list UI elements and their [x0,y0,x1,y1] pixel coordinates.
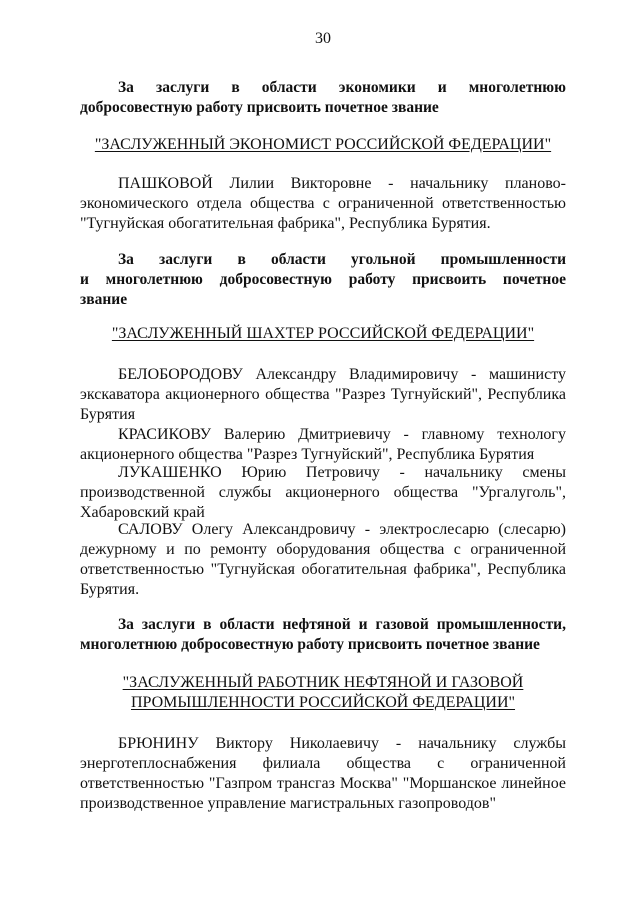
decree-line: За заслуги в области экономики и многолетнюю [118,79,566,96]
decree-line: звание [80,291,128,308]
page-number: 30 [315,30,331,47]
awardee-paragraph [80,425,566,465]
awardee-line: экскаватора акционерного общества "Разрез Тугнуйский", Республика [80,386,566,403]
decree-line: многолетнюю добросовестную работу присвоить почетное звание [80,636,540,653]
awardee-line: ответственностью "Газпром трансгаз Москва" "Моршанское линейное [80,775,566,792]
decree-line: добросовестную работу присвоить почетное звание [80,99,439,116]
awardee-line: экономического отдела общества с ограниченной ответственностью [80,195,566,212]
awardee-line: БЕЛОБОРОДОВУ Александру Владимировичу - машинисту [118,366,566,383]
awardee-paragraph [80,463,566,523]
awardee-line: Бурятия [80,406,136,423]
award-title-miner [80,324,566,344]
award-title-line: ПРОМЫШЛЕННОСТИ РОССИЙСКОЙ ФЕДЕРАЦИИ" [130,694,516,711]
awardee-line: производственной службы акционерного общества "Ургалуголь", [80,484,566,501]
award-title-economist [80,135,566,155]
awardee-line: САЛОВУ Олегу Александровичу - электрослесарю (слесарю) [118,521,566,538]
awardee-line: дежурному и по ремонту оборудования общества с ограниченной [80,541,566,558]
decree-oil-gas [80,615,566,655]
awardee-paragraph [80,365,566,425]
awardee-line: "Тугнуйская обогатительная фабрика", Республика Бурятия. [80,215,491,232]
awardee-paragraph [80,734,566,814]
decree-line: За заслуги в области нефтяной и газовой промышленности, [118,616,566,633]
awardee-line: энерготеплоснабжения филиала общества с ограниченной [80,755,566,772]
decree-economics [80,78,566,118]
decree-line: и многолетнюю добросовестную работу присвоить почетное [80,271,566,288]
awardee-paragraph [80,174,566,234]
awardee-line: БРЮНИНУ Виктору Николаевичу - начальнику службы [118,735,566,752]
awardee-line: ответственностью "Тугнуйская обогатительная фабрика", Республика [80,561,566,578]
awardee-line: КРАСИКОВУ Валерию Дмитриевичу - главному технологу [118,426,566,443]
awardee-line: производственное управление магистральных газопроводов" [80,795,496,812]
awardee-line: Хабаровский край [80,504,205,521]
awardee-paragraph [80,520,566,600]
awardee-line: акционерного общества "Разрез Тугнуйский", Республика Бурятия [80,446,535,463]
award-title-oil-gas [80,673,566,713]
award-title-line: "ЗАСЛУЖЕННЫЙ ЭКОНОМИСТ РОССИЙСКОЙ ФЕДЕРАЦИИ" [94,136,552,153]
decree-line: За заслуги в области угольной промышленности [118,251,566,268]
awardee-line: Бурятия. [80,581,140,598]
awardee-line: ПАШКОВОЙ Лилии Викторовне - начальнику планово- [118,175,566,192]
decree-coal [80,250,566,310]
award-title-line: "ЗАСЛУЖЕННЫЙ ШАХТЕР РОССИЙСКОЙ ФЕДЕРАЦИИ" [111,325,535,342]
award-title-line: "ЗАСЛУЖЕННЫЙ РАБОТНИК НЕФТЯНОЙ И ГАЗОВОЙ [122,674,524,691]
awardee-line: ЛУКАШЕНКО Юрию Петровичу - начальнику смены [118,464,566,481]
